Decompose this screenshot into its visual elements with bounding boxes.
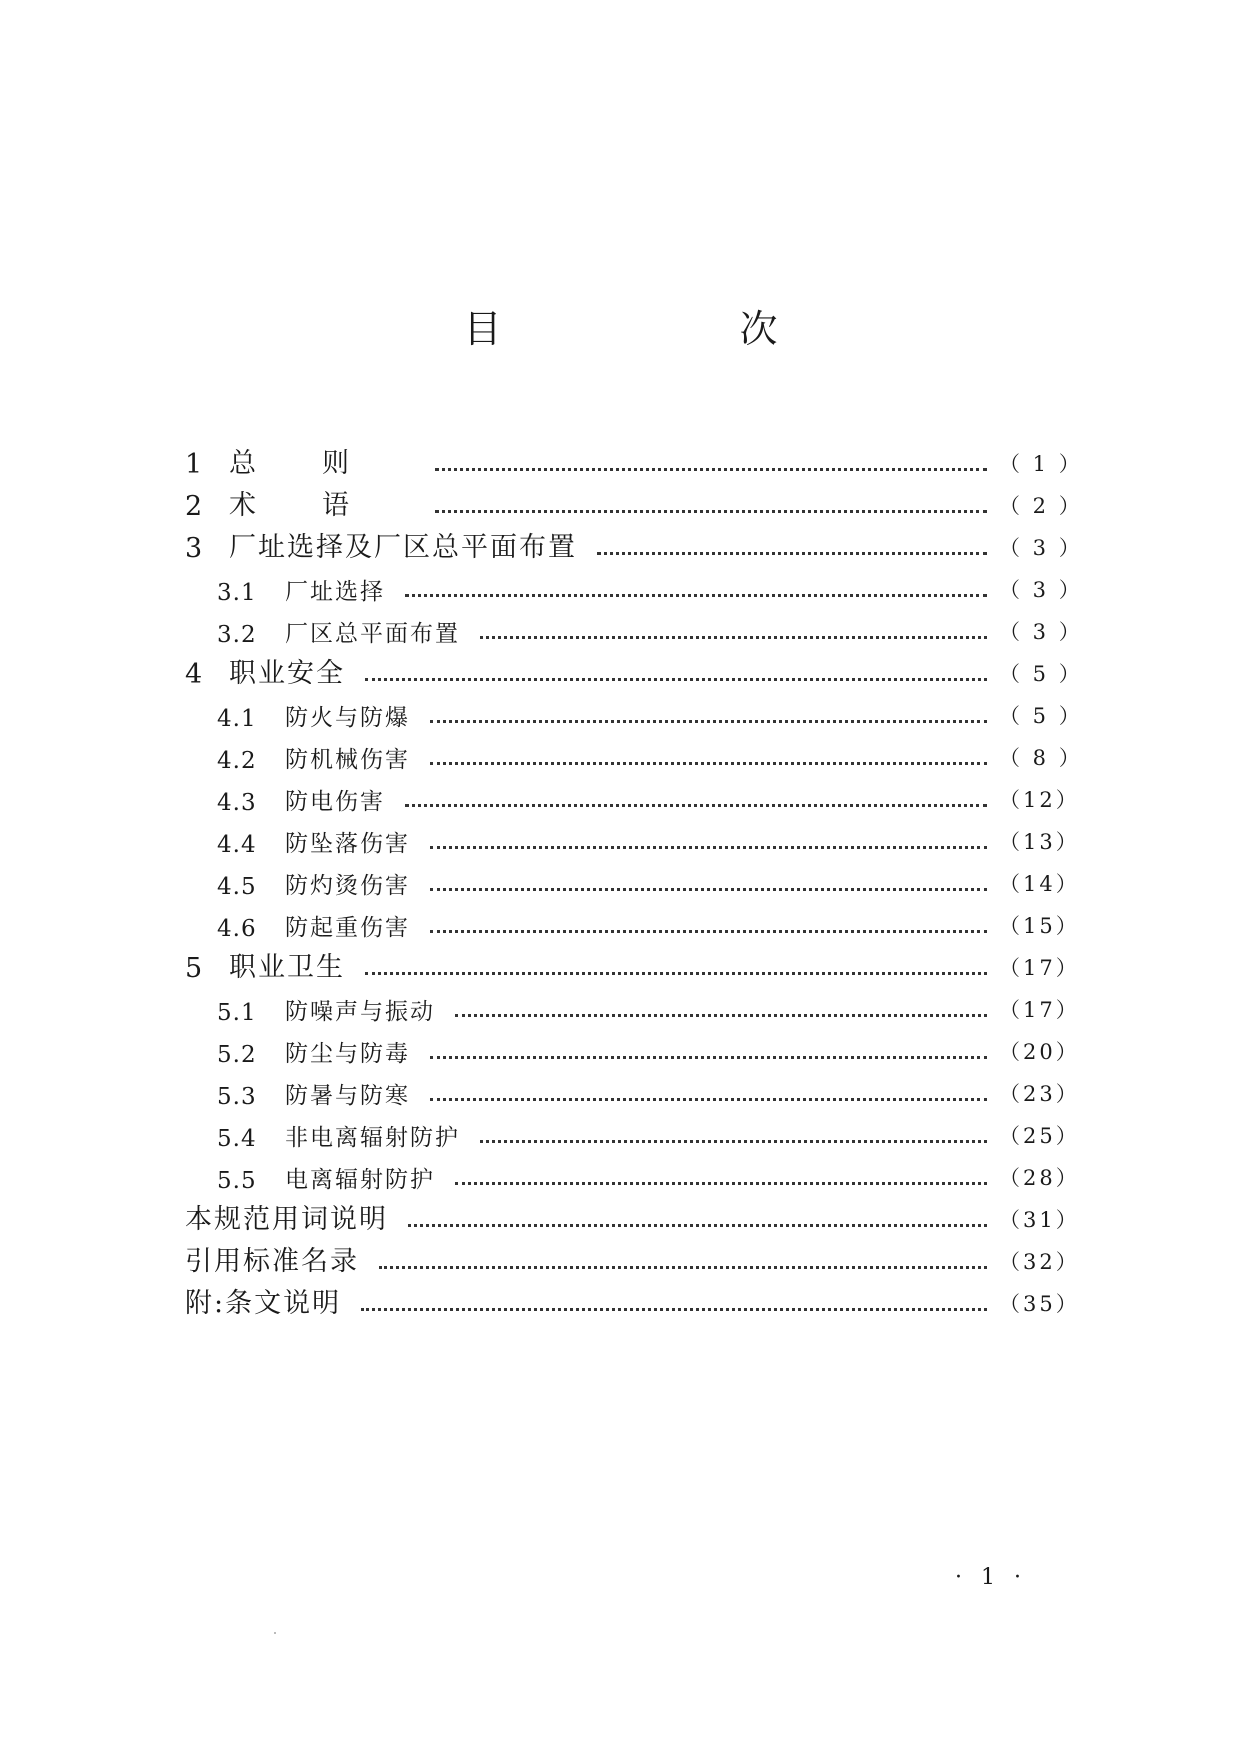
toc-entry-page: （ 5 ） — [999, 662, 1083, 686]
toc-entry-label: 术语 — [229, 490, 415, 521]
toc-entry[interactable] — [185, 564, 1083, 606]
toc-entry-number: 5.4 — [217, 1126, 257, 1152]
toc-entry-number: 1 — [185, 449, 203, 480]
leader-dots — [365, 677, 987, 681]
toc-entry-label: 引用标准名录 — [185, 1246, 359, 1277]
toc-entry-label: 防机械伤害 — [285, 747, 410, 773]
leader-dots — [365, 971, 987, 975]
toc-entry-page: （17） — [999, 998, 1080, 1022]
toc-entry-label: 非电离辐射防护 — [285, 1125, 460, 1151]
toc-entry[interactable] — [185, 1236, 1080, 1278]
leader-dots — [455, 1013, 987, 1017]
page-number: · 1 · — [955, 1565, 1027, 1590]
toc-entry-page: （14） — [999, 872, 1080, 896]
leader-dots — [379, 1265, 987, 1269]
toc-entry[interactable] — [185, 1152, 1080, 1194]
toc-entry-label: 职业安全 — [229, 658, 345, 689]
leader-dots — [430, 887, 987, 891]
toc-entry-number: 4.4 — [217, 832, 257, 858]
toc-entry-number: 4.5 — [217, 874, 257, 900]
toc-entry-number: 4 — [185, 659, 203, 690]
toc-entry[interactable] — [185, 522, 1083, 564]
toc-entry[interactable] — [185, 690, 1083, 732]
leader-dots — [430, 761, 987, 765]
toc-entry[interactable] — [185, 942, 1080, 984]
toc-entry-number: 4.1 — [217, 706, 257, 732]
toc-entry[interactable] — [185, 732, 1083, 774]
toc-entry-label: 附:条文说明 — [185, 1288, 342, 1319]
toc-entry-number: 4.3 — [217, 790, 257, 816]
toc-entry-label: 防电伤害 — [285, 789, 385, 815]
toc-entry-page: （25） — [999, 1124, 1080, 1148]
toc-entry[interactable] — [185, 1068, 1080, 1110]
toc-entry-number: 4.2 — [217, 748, 257, 774]
leader-dots — [430, 929, 987, 933]
toc-entry-label: 电离辐射防护 — [285, 1167, 435, 1193]
toc-entry-page: （ 8 ） — [999, 746, 1083, 770]
toc-entry-label: 职业卫生 — [229, 952, 345, 983]
toc-entry[interactable] — [185, 1278, 1080, 1320]
leader-dots — [430, 845, 987, 849]
toc-entry-label: 厂址选择 — [285, 579, 385, 605]
toc-entry[interactable] — [185, 1194, 1080, 1236]
toc-entry[interactable] — [185, 606, 1083, 648]
toc-entry[interactable] — [185, 774, 1080, 816]
leader-dots — [405, 803, 987, 807]
toc-entry[interactable] — [185, 984, 1080, 1026]
toc-entry-number: 4.6 — [217, 916, 257, 942]
toc-entry-page: （ 3 ） — [999, 620, 1083, 644]
scan-speck — [274, 1632, 276, 1634]
toc-entry-page: （ 5 ） — [999, 704, 1083, 728]
toc-entry-label: 防起重伤害 — [285, 915, 410, 941]
toc-entry-page: （ 2 ） — [999, 494, 1083, 518]
toc-entry-label: 防暑与防寒 — [285, 1083, 410, 1109]
leader-dots — [430, 1097, 987, 1101]
toc-entry-number: 5.5 — [217, 1168, 257, 1194]
leader-dots — [408, 1223, 987, 1227]
toc-entry-number: 5.1 — [217, 1000, 257, 1026]
leader-dots — [480, 1139, 987, 1143]
toc-entry-page: （12） — [999, 788, 1080, 812]
toc-entry-label: 防尘与防毒 — [285, 1041, 410, 1067]
leader-dots — [435, 467, 987, 471]
toc-entry-page: （35） — [999, 1292, 1080, 1316]
leader-dots — [435, 509, 987, 513]
toc-entry-page: （ 1 ） — [999, 452, 1083, 476]
toc-entry-label: 厂址选择及厂区总平面布置 — [229, 532, 577, 563]
toc-entry-number: 2 — [185, 491, 203, 522]
toc-entry[interactable] — [185, 648, 1083, 690]
toc-entry-number: 5.2 — [217, 1042, 257, 1068]
toc-entry-number: 5 — [185, 953, 203, 984]
toc-entry[interactable] — [185, 1026, 1080, 1068]
toc-entry[interactable] — [185, 900, 1080, 942]
toc-entry-page: （20） — [999, 1040, 1080, 1064]
toc-entry-label: 厂区总平面布置 — [285, 621, 460, 647]
toc-entry-label: 总则 — [229, 448, 415, 479]
leader-dots — [430, 719, 987, 723]
toc-entry-page: （23） — [999, 1082, 1080, 1106]
toc-entry-page: （28） — [999, 1166, 1080, 1190]
toc-entry[interactable] — [185, 858, 1080, 900]
toc-entry-page: （17） — [999, 956, 1080, 980]
leader-dots — [597, 551, 987, 555]
leader-dots — [455, 1181, 987, 1185]
toc-entry-page: （32） — [999, 1250, 1080, 1274]
toc-entry[interactable] — [185, 816, 1080, 858]
toc-entry-label: 防噪声与振动 — [285, 999, 435, 1025]
toc-entry-number: 5.3 — [217, 1084, 257, 1110]
toc-entry-page: （ 3 ） — [999, 536, 1083, 560]
page-title: 目 次 — [463, 307, 878, 351]
toc-entry-page: （ 3 ） — [999, 578, 1083, 602]
toc-entry-page: （31） — [999, 1208, 1080, 1232]
toc-entry-number: 3.1 — [217, 580, 257, 606]
toc-entry-label: 防火与防爆 — [285, 705, 410, 731]
leader-dots — [480, 635, 987, 639]
toc-entry-label: 本规范用词说明 — [185, 1204, 388, 1235]
toc-entry-label: 防坠落伤害 — [285, 831, 410, 857]
toc-entry[interactable] — [185, 1110, 1080, 1152]
toc-entry-page: （13） — [999, 830, 1080, 854]
toc-entry-number: 3.2 — [217, 622, 257, 648]
toc-entry[interactable] — [185, 438, 1083, 480]
toc-entry-label: 防灼烫伤害 — [285, 873, 410, 899]
toc-entry-number: 3 — [185, 533, 203, 564]
toc-entry-page: （15） — [999, 914, 1080, 938]
leader-dots — [361, 1307, 987, 1311]
toc-entry[interactable] — [185, 480, 1083, 522]
leader-dots — [405, 593, 987, 597]
leader-dots — [430, 1055, 987, 1059]
